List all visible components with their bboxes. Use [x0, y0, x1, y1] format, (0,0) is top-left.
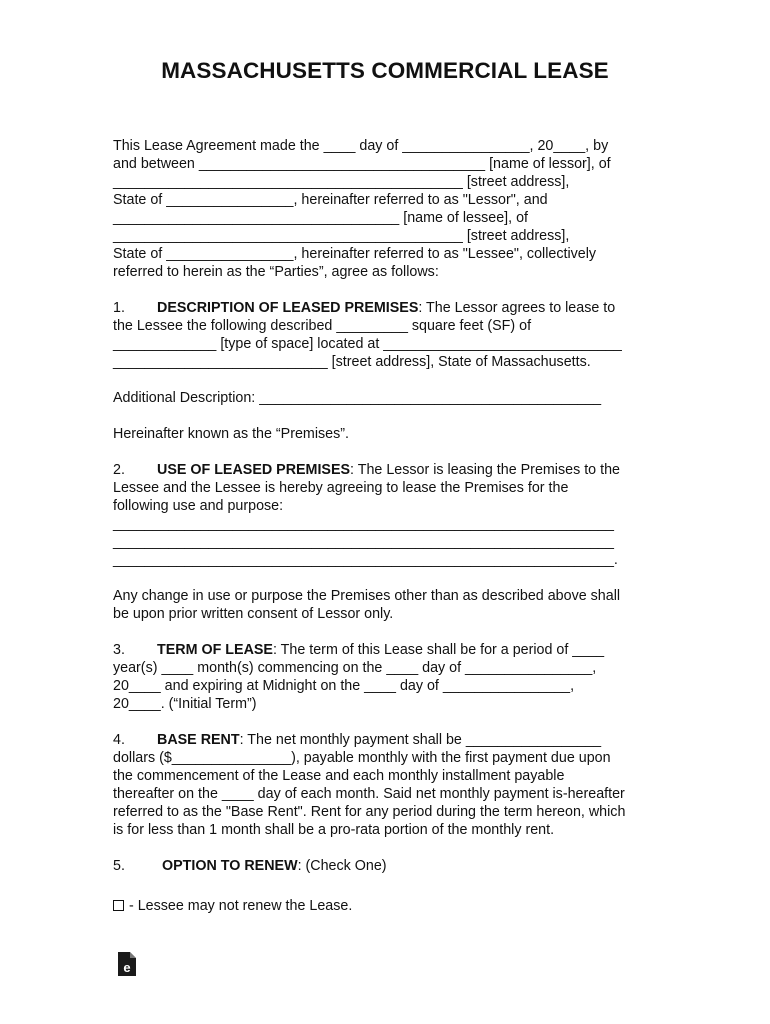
- section-1-number: 1.: [113, 300, 125, 316]
- section-3-line: year(s) ____ month(s) commencing on the ____ day of ________________,: [113, 660, 597, 676]
- section-5-number: 5.: [113, 858, 125, 874]
- intro-line: This Lease Agreement made the ____ day of ________________, 20____, by: [113, 138, 609, 154]
- intro-line: ____________________________________________ [street address],: [113, 228, 570, 244]
- section-5-heading: OPTION TO RENEW: [162, 858, 298, 874]
- intro-line: referred to herein as the “Parties”, agree as follows:: [113, 264, 439, 280]
- use-purpose-blank: _______________________________________________________________: [113, 516, 614, 532]
- section-4-number: 4.: [113, 732, 125, 748]
- section-2-heading: USE OF LEASED PREMISES: [157, 462, 351, 478]
- section-1-line: ___________________________ [street address], State of Massachusetts.: [113, 354, 591, 370]
- section-4-line: dollars ($_______________), payable monthly with the first payment due upon: [113, 750, 611, 766]
- intro-line: and between ____________________________________ [name of lessor], of: [113, 156, 611, 172]
- intro-line: ____________________________________ [name of lessee], of: [113, 210, 528, 226]
- additional-description: Additional Description: ___________________________________________: [113, 390, 602, 406]
- option-no-renew-label: - Lessee may not renew the Lease.: [129, 898, 353, 914]
- section-4-line: is for less than 1 month shall be a pro-rata portion of the monthly rent.: [113, 822, 555, 838]
- document-body: [113, 137, 673, 915]
- section-2-number: 2.: [113, 462, 125, 478]
- section-1-line: the Lessee the following described _________ square feet (SF) of: [113, 318, 532, 334]
- change-clause-line: be upon prior written consent of Lessor only.: [113, 606, 394, 622]
- section-2-heading-line: [113, 461, 673, 479]
- use-purpose-blank: _______________________________________________________________.: [113, 552, 618, 568]
- section-4-heading-line: [113, 731, 673, 749]
- section-2-text: : The Lessor is leasing the Premises to the: [350, 462, 620, 478]
- eforms-logo-icon: [118, 952, 136, 976]
- section-1-line: _____________ [type of space] located at ______________________________: [113, 336, 622, 352]
- section-3-heading-line: [113, 641, 673, 659]
- section-4-line: referred to as the "Base Rent". Rent for any period during the term hereon, which: [113, 804, 626, 820]
- section-4-line: the commencement of the Lease and each monthly installment payable: [113, 768, 565, 784]
- section-1-heading: DESCRIPTION OF LEASED PREMISES: [157, 300, 419, 316]
- section-3-text: : The term of this Lease shall be for a period of ____: [272, 642, 605, 658]
- section-5-text: : (Check One): [297, 858, 387, 874]
- option-no-renew: [113, 897, 673, 915]
- document-title: MASSACHUSETTS COMMERCIAL LEASE: [161, 58, 609, 83]
- section-4-text: : The net monthly payment shall be _________________: [239, 732, 602, 748]
- section-2-line: following use and purpose:: [113, 498, 284, 514]
- section-3-line: 20____ and expiring at Midnight on the ____ day of ________________,: [113, 678, 575, 694]
- section-4-heading: BASE RENT: [157, 732, 240, 748]
- section-3-line: 20____. (“Initial Term”): [113, 696, 257, 712]
- section-4-line: thereafter on the ____ day of each month. Said net monthly payment is-hereafter: [113, 786, 625, 802]
- section-1-text: : The Lessor agrees to lease to: [418, 300, 616, 316]
- section-5-heading-line: [113, 857, 673, 875]
- intro-line: ____________________________________________ [street address],: [113, 174, 570, 190]
- section-3-number: 3.: [113, 642, 125, 658]
- intro-line: State of ________________, hereinafter referred to as "Lessor", and: [113, 192, 548, 208]
- svg-text:e: e: [123, 960, 131, 975]
- section-3-heading: TERM OF LEASE: [157, 642, 273, 658]
- change-clause-line: Any change in use or purpose the Premises other than as described above shall: [113, 588, 621, 604]
- section-2-line: Lessee and the Lessee is hereby agreeing to lease the Premises for the: [113, 480, 569, 496]
- premises-definition: Hereinafter known as the “Premises”.: [113, 426, 349, 442]
- intro-line: State of ________________, hereinafter referred to as "Lessee", collectively: [113, 246, 597, 262]
- no-renew-checkbox[interactable]: [113, 900, 124, 911]
- section-1-heading-line: [113, 299, 673, 317]
- use-purpose-blank: _______________________________________________________________: [113, 534, 614, 550]
